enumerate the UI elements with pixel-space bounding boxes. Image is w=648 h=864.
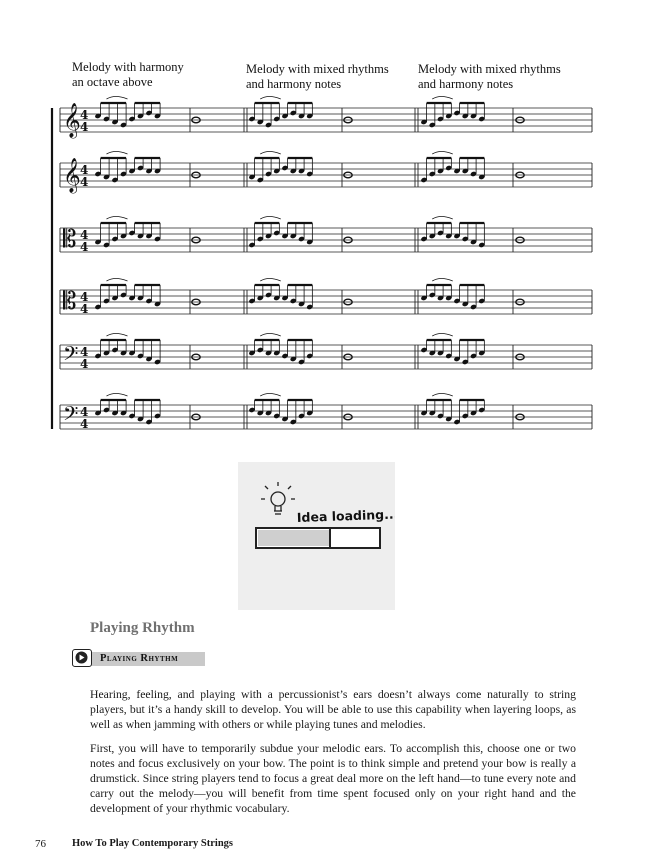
slur <box>107 334 128 337</box>
slur <box>432 97 453 100</box>
slur <box>260 334 281 337</box>
example-caption-2: Melody with mixed rhythms and harmony notes <box>246 62 389 91</box>
slur <box>432 394 453 397</box>
book-title: How To Play Contemporary Strings <box>72 838 234 849</box>
time-signature-top: 4 <box>80 163 89 177</box>
time-signature-top: 4 <box>80 290 89 304</box>
slur <box>107 394 128 397</box>
slur <box>260 217 281 220</box>
clef-alto: 𝄡 <box>63 287 77 315</box>
example-caption-1: Melody with harmony an octave above <box>72 60 184 89</box>
time-signature-top: 4 <box>80 108 89 122</box>
loading-progress-fill <box>258 530 330 546</box>
body-paragraph-2: First, you will have to temporarily subdue your melodic ears. To accomplish this, choose one or two notes and focus exclusively on your bow. The point is to think simple and pretend your bow is really a drumstick. Since string players tend to focus a great deal more on the left hand—to tune every note and carry out the melody—you will benefit from time spent focused only on your right hand and the development of your rhythmic vocabulary. <box>90 742 576 815</box>
time-signature-top: 4 <box>80 228 89 242</box>
clef-treble: 𝄞 <box>63 158 81 193</box>
section-title: Playing Rhythm <box>90 620 195 636</box>
idea-loading-illustration <box>238 462 395 610</box>
slur <box>107 279 128 282</box>
media-label[interactable]: Playing Rhythm <box>100 653 179 664</box>
time-signature-top: 4 <box>80 405 89 419</box>
page-number: 76 <box>35 838 46 850</box>
time-signature-bottom: 4 <box>80 120 89 134</box>
play-button[interactable] <box>72 649 92 667</box>
lightbulb-icon <box>261 482 295 514</box>
slur <box>260 279 281 282</box>
slur <box>107 97 128 100</box>
slur <box>260 97 281 100</box>
example-caption-3: Melody with mixed rhythms and harmony notes <box>418 62 561 91</box>
clef-treble: 𝄞 <box>63 103 81 138</box>
slur <box>260 152 281 155</box>
slur <box>432 217 453 220</box>
slur <box>432 279 453 282</box>
body-paragraph-1: Hearing, feeling, and playing with a percussionist’s ears doesn’t always come naturally to string players, but it’s a handy skill to develop. You will be able to use this capability when layering loops, as well as when jamming with others or while playing tunes and melodies. <box>90 688 576 731</box>
slur <box>107 217 128 220</box>
time-signature-bottom: 4 <box>80 357 89 371</box>
slur <box>432 334 453 337</box>
time-signature-bottom: 4 <box>80 175 89 189</box>
play-icon <box>73 650 90 665</box>
slur <box>260 394 281 397</box>
clef-bass: 𝄢 <box>63 402 79 430</box>
clef-bass: 𝄢 <box>63 342 79 370</box>
time-signature-bottom: 4 <box>80 302 89 316</box>
slur <box>432 152 453 155</box>
idea-loading-text: Idea loading... <box>296 506 395 525</box>
time-signature-bottom: 4 <box>80 417 89 431</box>
clef-alto: 𝄡 <box>63 225 77 253</box>
time-signature-top: 4 <box>80 345 89 359</box>
time-signature-bottom: 4 <box>80 240 89 254</box>
slur <box>107 152 128 155</box>
